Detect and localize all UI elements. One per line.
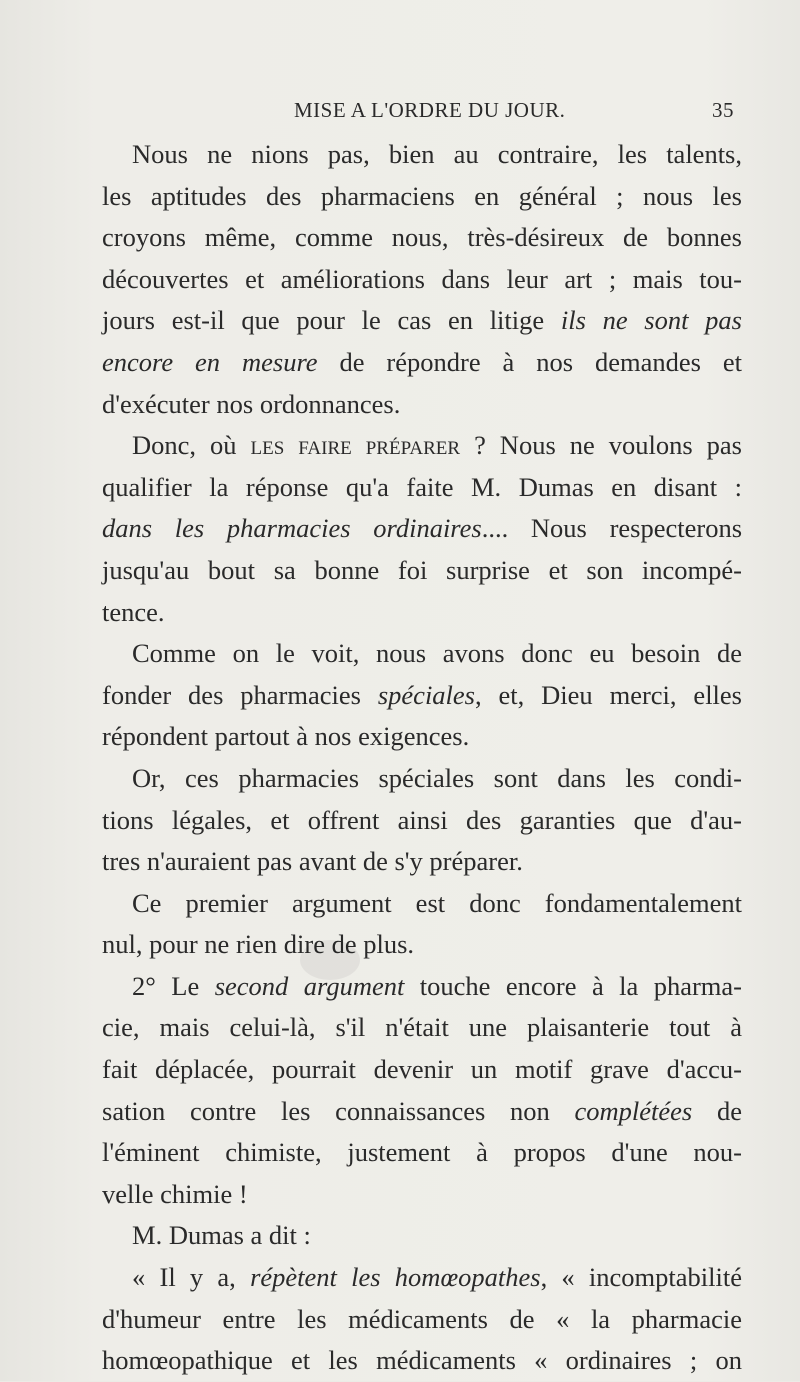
text-segment: de répondre à nos demandes et bbox=[317, 346, 742, 377]
text-line: les aptitudes des pharmaciens en général ; nous les bbox=[102, 180, 742, 211]
paper-smudge bbox=[300, 940, 360, 980]
text-line: découvertes et améliorations dans leur art ; mais tou- bbox=[102, 263, 742, 294]
smallcaps-phrase: les faire préparer bbox=[250, 430, 461, 461]
page-number: 35 bbox=[712, 98, 734, 122]
text-line: cie, mais celui-là, s'il n'était une plaisanterie tout à bbox=[102, 1012, 742, 1043]
text-line bbox=[102, 508, 742, 550]
italic-phrase: encore en mesure bbox=[102, 346, 318, 377]
text-line: homœopathique et les médicaments « ordinaires ; on bbox=[102, 1345, 742, 1376]
text-line bbox=[102, 966, 742, 1008]
text-line: d'humeur entre les médicaments de « la pharmacie bbox=[102, 1303, 742, 1334]
text-line: Nous ne nions pas, bien au contraire, les talents, bbox=[132, 139, 742, 169]
text-line bbox=[102, 1257, 742, 1299]
italic-phrase: complétées bbox=[574, 1095, 693, 1126]
text-segment: , et, Dieu merci, elles bbox=[475, 679, 742, 710]
italic-phrase: dans les pharmacies ordinaires bbox=[102, 513, 482, 544]
text-segment: ? Nous ne voulons pas bbox=[460, 430, 742, 461]
text-line: tions légales, et offrent ainsi des garanties que d'au- bbox=[102, 804, 742, 835]
text-line: Comme on le voit, nous avons donc eu besoin de bbox=[132, 638, 742, 669]
italic-phrase: répètent les homœopathes bbox=[250, 1262, 541, 1293]
text-segment: Donc, où bbox=[132, 430, 251, 461]
text-segment: jours est-il que pour le cas en litige bbox=[102, 305, 561, 336]
text-line bbox=[102, 675, 742, 717]
body-text bbox=[102, 134, 742, 1382]
text-line bbox=[102, 425, 742, 467]
running-header bbox=[0, 98, 800, 132]
text-segment: 2° Le bbox=[132, 970, 215, 1001]
text-line: nul, pour ne rien dire de plus. bbox=[102, 929, 415, 960]
italic-phrase: ils ne sont pas bbox=[560, 305, 742, 336]
text-line: tence. bbox=[102, 596, 165, 627]
text-segment: , « incomptabilité bbox=[540, 1262, 742, 1293]
text-line: velle chimie ! bbox=[102, 1178, 248, 1209]
italic-phrase: second argument bbox=[214, 970, 405, 1001]
text-line: répondent partout à nos exigences. bbox=[102, 721, 470, 752]
text-segment: fonder des pharmacies bbox=[102, 679, 378, 710]
text-segment: de bbox=[692, 1095, 743, 1126]
text-line: M. Dumas a dit : bbox=[132, 1220, 311, 1251]
text-line: d'exécuter nos ordonnances. bbox=[102, 388, 401, 419]
text-line: tres n'auraient pas avant de s'y préparer. bbox=[102, 846, 523, 877]
text-line: jusqu'au bout sa bonne foi surprise et son incompé- bbox=[102, 554, 742, 585]
text-line: l'éminent chimiste, justement à propos d'une nou- bbox=[102, 1137, 742, 1168]
text-segment: sation contre les connaissances non bbox=[102, 1095, 575, 1126]
text-line: croyons même, comme nous, très-désireux de bonnes bbox=[102, 222, 742, 253]
text-segment: .... Nous respecterons bbox=[481, 513, 743, 544]
text-line: Ce premier argument est donc fondamentalement bbox=[132, 887, 742, 918]
text-segment: « Il y a, bbox=[132, 1262, 251, 1293]
text-line: Or, ces pharmacies spéciales sont dans les condi- bbox=[132, 762, 742, 793]
text-line bbox=[102, 1091, 742, 1133]
text-segment: touche encore à la pharma- bbox=[404, 970, 743, 1001]
italic-phrase: spéciales bbox=[377, 679, 475, 710]
text-line bbox=[102, 342, 742, 384]
text-line: qualifier la réponse qu'a faite M. Dumas en disant : bbox=[102, 471, 742, 502]
running-title: MISE A L'ORDRE DU JOUR. bbox=[294, 98, 566, 122]
text-line: fait déplacée, pourrait devenir un motif grave d'accu- bbox=[102, 1054, 742, 1085]
text-line bbox=[102, 300, 742, 342]
